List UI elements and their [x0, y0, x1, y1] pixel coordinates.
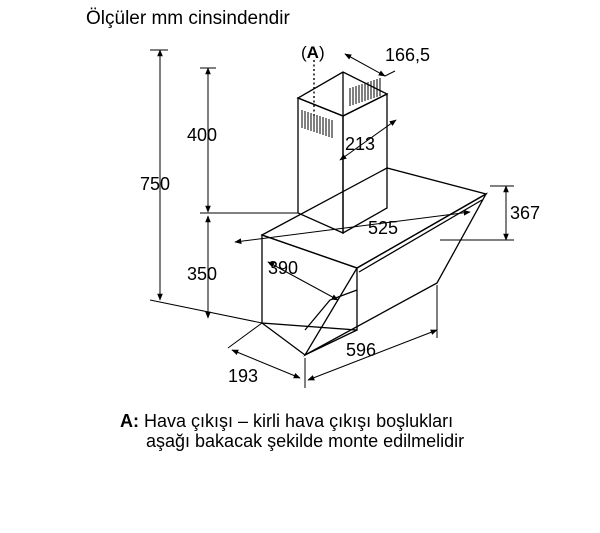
dim-label-166-5: 166,5	[385, 45, 431, 65]
outlet-marker-open: (	[301, 43, 307, 62]
note-line-2: aşağı bakacak şekilde monte edilmelidir	[146, 431, 465, 451]
chimney-vents-side	[350, 78, 380, 106]
dim-label-525: 525	[368, 218, 399, 238]
note-key: A:	[120, 411, 139, 431]
caption: Ölçüler mm cinsindendir	[86, 8, 290, 29]
outlet-marker-close: )	[318, 43, 325, 62]
note-line-1: Hava çıkışı – kirli hava çıkışı boşlukları	[144, 411, 454, 431]
dim-label-596: 596	[346, 340, 377, 360]
chimney-side-face	[343, 94, 387, 233]
chimney-vents-front	[302, 110, 332, 138]
dim-label-390: 390	[268, 258, 299, 278]
dim-label-400: 400	[187, 125, 218, 145]
hood-lower-edge	[262, 323, 357, 355]
svg-text:(A)	[301, 43, 325, 62]
hood-left-face	[262, 235, 357, 330]
dim-label-750: 750	[140, 174, 171, 194]
dimension-lines	[150, 50, 514, 388]
outlet-marker-letter: A	[306, 43, 319, 62]
dim-label-367: 367	[510, 203, 541, 223]
legend-note	[120, 411, 464, 451]
dim-label-350: 350	[187, 264, 218, 284]
dim-label-213: 213	[345, 134, 376, 154]
dim-label-193: 193	[228, 366, 259, 386]
dim-line-166-5	[345, 54, 385, 76]
